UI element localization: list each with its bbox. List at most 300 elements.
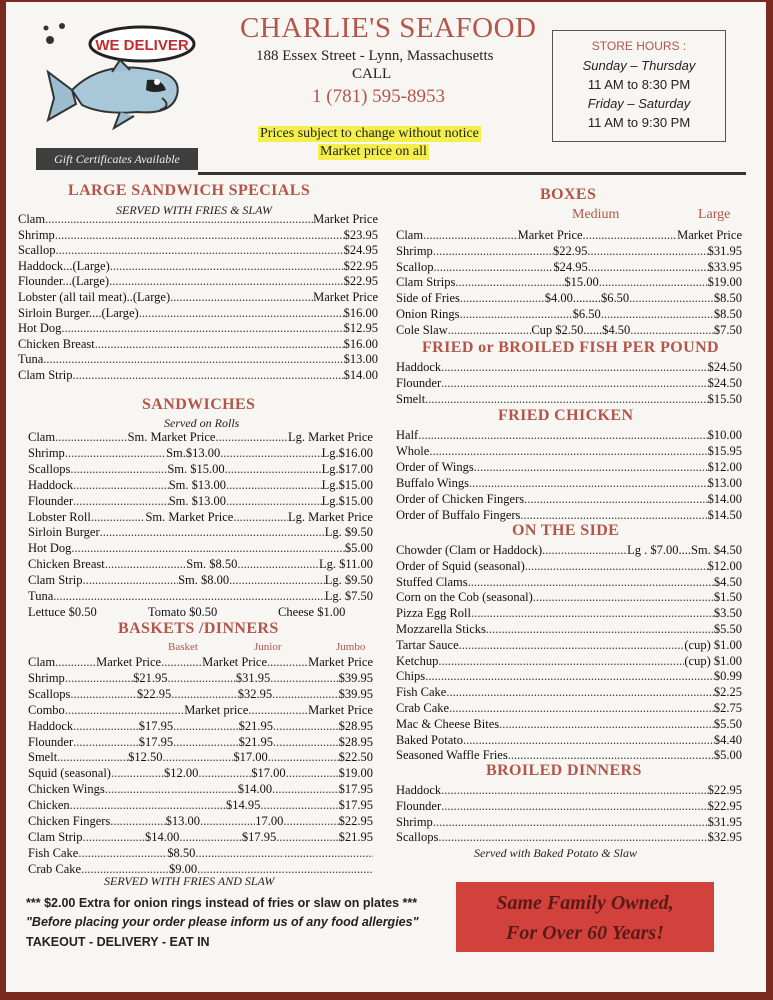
leader-dots (139, 306, 344, 322)
leader-dots (434, 260, 554, 276)
item-price: $31.95 (707, 243, 742, 258)
on-the-side-heading: ON THE SIDE (512, 522, 620, 539)
item-price: $24.50 (707, 360, 742, 374)
leader-dots (91, 510, 146, 526)
menu-item-row (28, 541, 373, 557)
item-name: Fish Cake (396, 685, 447, 700)
item-price: Lg. Market Price (287, 430, 373, 444)
item-price: $12.95 (343, 321, 378, 336)
leader-dots (53, 589, 189, 605)
large-sandwich-subtitle: SERVED WITH FRIES & SLAW (116, 203, 272, 217)
item-name: Whole (396, 444, 430, 458)
item-name: Chicken Breast (18, 336, 95, 351)
leader-dots (70, 462, 167, 478)
menu-item-row (396, 717, 742, 733)
menu-item-row (28, 525, 373, 541)
item-price: $16.00 (343, 305, 378, 320)
leader-dots (587, 244, 707, 260)
leader-dots (463, 733, 714, 749)
menu-item-row (28, 655, 373, 671)
item-name: Smelt (396, 392, 426, 406)
junior-price: Market price (184, 702, 249, 717)
leader-dots (78, 846, 167, 862)
item-name: Clam Strip (28, 573, 83, 588)
menu-item-row (396, 476, 742, 492)
leader-dots (284, 846, 373, 862)
menu-item-row (396, 260, 742, 276)
item-price: $13.00 (707, 476, 742, 490)
basket-price: $8.50 (167, 845, 196, 860)
leader-dots (109, 274, 344, 290)
item-name: Shrimp (396, 814, 433, 829)
leader-dots (533, 590, 714, 606)
leader-dots (195, 846, 284, 862)
menu-item-row (396, 590, 742, 606)
leader-dots (110, 814, 165, 830)
leader-dots (111, 766, 164, 782)
leader-dots (283, 814, 338, 830)
leader-dots (460, 291, 545, 307)
leader-dots (95, 337, 344, 353)
item-name: Stuffed Clams (396, 574, 468, 589)
item-price: $31.95 (707, 814, 742, 829)
menu-item-row (18, 306, 378, 322)
leader-dots (65, 446, 166, 462)
item-name: Shrimp (28, 670, 65, 685)
item-name: Scallop (396, 259, 434, 274)
item-small-price: $22.95 (553, 243, 588, 258)
item-name: Clam (18, 212, 46, 226)
leader-dots (418, 428, 707, 444)
item-price: $5.50 (713, 716, 742, 731)
item-price: $15.50 (707, 392, 742, 406)
leader-dots (226, 478, 322, 494)
leader-dots (583, 228, 678, 244)
item-name: Crab Cake (396, 701, 450, 715)
jumbo-price: $28.95 (338, 718, 373, 733)
jumbo-price: $21.95 (338, 829, 373, 844)
item-price: $14.00 (707, 492, 742, 506)
item-name: Clam (28, 655, 56, 669)
service-options: TAKEOUT - DELIVERY - EAT IN (26, 935, 210, 949)
leader-dots (433, 815, 708, 831)
leader-dots (629, 291, 714, 307)
leader-dots (542, 543, 627, 559)
leader-dots (599, 275, 708, 291)
leader-dots (71, 541, 208, 557)
leader-dots (449, 701, 714, 717)
menu-item-row (18, 274, 378, 290)
item-small-price: Market Price (517, 228, 583, 242)
menu-item-row (18, 243, 378, 259)
item-small-price: Sm.$13.00 (166, 445, 221, 460)
leader-dots (276, 830, 338, 846)
item-price: Lg. Market Price (287, 509, 373, 524)
leader-dots (100, 525, 213, 541)
leader-dots (161, 655, 202, 671)
item-small-price: Sm. Market Price (127, 430, 216, 444)
item-name: Order of Buffalo Fingers (396, 508, 521, 522)
leader-dots (200, 814, 255, 830)
item-name: Chowder (Clam or Haddock) (396, 543, 543, 557)
item-price: (cup) $1.00 (684, 653, 742, 668)
leader-dots (286, 766, 339, 782)
boxes-heading: BOXES (540, 186, 597, 203)
menu-item-row (28, 671, 373, 687)
item-name: Flounder (28, 734, 74, 749)
allergy-note: "Before placing your order please inform us of any food allergies" (26, 915, 419, 929)
menu-item-row (18, 228, 378, 244)
item-price: $13.00 (343, 352, 378, 367)
menu-item-row (396, 376, 742, 392)
leader-dots (455, 275, 564, 291)
leader-dots (125, 703, 185, 719)
item-name: Squid (seasonal) (28, 766, 111, 781)
item-price: $2.75 (713, 701, 742, 715)
item-name: Hot Dog (28, 541, 72, 556)
item-price: $32.95 (707, 830, 742, 845)
junior-price: Market Price (202, 655, 268, 669)
item-price: $12.00 (707, 460, 742, 474)
item-name: Cole Slaw (396, 322, 448, 337)
leader-dots (45, 212, 313, 228)
item-price: Lg.$17.00 (321, 461, 373, 476)
junior-price: $17.00 (251, 766, 286, 781)
leader-dots (272, 687, 339, 703)
market-price-notice: Market price on all (320, 144, 427, 159)
item-price: $23.95 (343, 227, 378, 242)
jumbo-price: $22.50 (338, 750, 373, 765)
junior-col-header: Junior (254, 641, 282, 653)
medium-col-header: Medium (572, 207, 620, 222)
leader-dots (73, 494, 169, 510)
item-name: Haddock (396, 783, 442, 797)
item-name: Chicken Breast (28, 557, 105, 572)
item-price: Lg.$15.00 (321, 477, 373, 492)
menu-item-row (396, 559, 742, 575)
item-small-price: Sm. $8.00 (178, 573, 230, 588)
gift-certificates-banner: Gift Certificates Available (36, 148, 198, 170)
item-small-price: $24.95 (553, 259, 588, 274)
menu-item-row (28, 494, 373, 510)
basket-price: $17.95 (138, 734, 174, 749)
leader-dots (469, 476, 708, 492)
hours-time-2: 11 AM to 9:30 PM (587, 115, 691, 130)
leader-dots (423, 228, 518, 244)
menu-item-row (28, 766, 373, 782)
fish-logo (42, 20, 202, 132)
item-name: Flounder (396, 376, 442, 390)
menu-item-row (396, 392, 742, 408)
leader-dots (171, 687, 238, 703)
item-name: Shrimp (18, 227, 55, 242)
item-price: $16.00 (343, 336, 378, 351)
item-small-price: Sm. Market Price (145, 509, 234, 524)
large-col-header: Large (698, 207, 731, 222)
item-price: Market Price (313, 212, 378, 226)
menu-item-row (396, 622, 742, 638)
baskets-heading: BASKETS /DINNERS (118, 620, 279, 637)
leader-dots (162, 750, 233, 766)
menu-item-row (18, 337, 378, 353)
leader-dots (170, 290, 313, 306)
item-price: $22.95 (707, 798, 742, 813)
basket-price: $14.00 (144, 829, 180, 844)
baskets-footer: SERVED WITH FRIES AND SLAW (104, 874, 275, 888)
item-name: Corn on the Cob (seasonal) (396, 590, 533, 605)
leader-dots (179, 830, 241, 846)
cheese-extra: Cheese $1.00 (278, 605, 346, 619)
basket-price: $13.00 (165, 814, 200, 828)
item-name: Crab Cake (28, 861, 82, 876)
leader-dots (260, 798, 338, 814)
leader-dots (471, 606, 714, 622)
jumbo-price: $28.95 (338, 734, 373, 749)
leader-dots (173, 719, 239, 735)
leader-dots (448, 323, 532, 339)
leader-dots (273, 719, 339, 735)
item-name: Hot Dog (18, 321, 62, 336)
menu-item-row (28, 750, 373, 766)
leader-dots (43, 352, 343, 368)
item-name: Order of Wings (396, 460, 474, 474)
item-price: $5.00 (713, 748, 742, 763)
item-name: Tuna (28, 589, 54, 603)
junior-price: $31.95 (235, 670, 271, 685)
junior-price: $14.95 (226, 798, 261, 813)
item-name: Chicken Wings (28, 782, 105, 797)
leader-dots (168, 671, 236, 687)
item-price: $1.50 (713, 590, 742, 605)
leader-dots (65, 703, 125, 719)
broiled-footer: Served with Baked Potato & Slaw (474, 846, 637, 860)
leader-dots (285, 862, 373, 878)
item-price: $14.00 (343, 368, 378, 382)
leader-dots (270, 671, 338, 687)
item-small-price: $6.50 (572, 307, 601, 321)
menu-item-row (396, 275, 742, 291)
logo-text: WE DELIVER (95, 37, 189, 54)
menu-item-row (28, 830, 373, 846)
phone-number: 1 (781) 595-8953 (312, 86, 445, 107)
leader-dots (73, 735, 139, 751)
price-notice: Prices subject to change without notice (260, 126, 479, 141)
leader-dots (441, 376, 707, 392)
jumbo-price: Market Price (308, 702, 373, 717)
leader-dots (474, 460, 708, 476)
basket-col-header: Basket (168, 641, 198, 653)
item-price: $22.95 (707, 783, 742, 797)
large-sandwich-heading: LARGE SANDWICH SPECIALS (68, 182, 311, 199)
address: 188 Essex Street - Lynn, Massachusetts (256, 48, 494, 64)
leader-dots (226, 494, 322, 510)
leader-dots (524, 492, 708, 508)
item-name: Haddock (28, 718, 74, 733)
item-price: Lg. $7.50 (324, 589, 373, 603)
menu-item-row (396, 492, 742, 508)
item-price: $4.40 (713, 732, 742, 747)
menu-item-row (28, 719, 373, 735)
basket-price: $17.95 (138, 718, 174, 733)
menu-item-row (28, 798, 373, 814)
menu-item-row (396, 733, 742, 749)
junior-price: $21.95 (238, 718, 274, 733)
leader-dots (73, 368, 344, 384)
hours-title: STORE HOURS : (591, 39, 687, 53)
jumbo-col-header: Jumbo (336, 641, 366, 653)
item-name: Clam Strips (396, 275, 456, 290)
junior-price: $17.95 (241, 829, 277, 844)
header-divider (198, 172, 746, 175)
sandwiches-heading: SANDWICHES (142, 396, 256, 413)
leader-dots (446, 685, 714, 701)
jumbo-price: $22.95 (338, 814, 373, 828)
item-name: Haddock (28, 477, 74, 492)
leader-dots (56, 243, 344, 259)
leader-dots (171, 782, 238, 798)
menu-item-row (28, 510, 373, 526)
item-price: Lg.$16.00 (321, 445, 373, 460)
item-price: $22.95 (343, 258, 378, 273)
jumbo-price: $17.95 (338, 798, 373, 813)
leader-dots (248, 703, 308, 719)
basket-price: Market Price (96, 655, 162, 669)
leader-dots (229, 573, 325, 589)
fried-chicken-heading: FRIED CHICKEN (498, 407, 634, 424)
item-name: Clam (28, 430, 56, 444)
basket-price: $12.50 (128, 750, 163, 765)
sandwiches-subtitle: Served on Rolls (164, 416, 240, 430)
item-name: Sirloin Burger....(Large) (18, 305, 139, 320)
store-hours-box (552, 30, 726, 142)
menu-item-row (28, 446, 373, 462)
leader-dots (70, 798, 148, 814)
leader-dots (429, 444, 707, 460)
junior-price: 17.00 (255, 814, 284, 828)
menu-item-row (28, 782, 373, 798)
item-name: Combo (28, 702, 65, 717)
leader-dots (83, 573, 179, 589)
item-name: Flounder (396, 798, 442, 813)
item-name: Seasoned Waffle Fries (396, 748, 508, 763)
lettuce-extra: Lettuce $0.50 (28, 605, 97, 619)
leader-dots (220, 446, 321, 462)
menu-item-row (18, 352, 378, 368)
item-price: Lg . $7.00....Sm. $4.50 (627, 543, 742, 557)
item-name: Mac & Cheese Bites (396, 716, 500, 731)
item-name: Chicken Fingers (28, 814, 111, 828)
item-price: Market Price (313, 290, 378, 304)
menu-item-row (28, 814, 373, 830)
item-name: Lobster (all tail meat)..(Large) (18, 290, 171, 304)
menu-item-row (396, 444, 742, 460)
call-label: CALL (352, 66, 392, 82)
leader-dots (272, 782, 339, 798)
leader-dots (173, 735, 239, 751)
leader-dots (468, 575, 714, 591)
item-name: Shrimp (396, 243, 433, 258)
leader-dots (267, 655, 308, 671)
item-price: $10.00 (707, 428, 742, 442)
jumbo-price: $19.00 (338, 766, 373, 781)
menu-item-row (18, 368, 378, 384)
item-name: Fish Cake (28, 845, 79, 860)
leader-dots (438, 830, 707, 846)
menu-item-row (396, 654, 742, 670)
item-price: $4.50 (713, 574, 742, 589)
item-name: Scallops (28, 461, 71, 476)
menu-item-row (28, 703, 373, 719)
item-price: Lg. $9.50 (324, 573, 373, 588)
item-small-price: $15.00 (564, 275, 599, 290)
item-price: $5.00 (344, 541, 373, 556)
hours-days-2: Friday – Saturday (587, 96, 691, 111)
item-small-price: Sm. $13.00 (168, 477, 227, 492)
leader-dots (499, 717, 714, 733)
leader-dots (233, 510, 288, 526)
item-name: Tartar Sauce (396, 637, 459, 652)
leader-dots (459, 638, 685, 654)
leader-dots (70, 687, 137, 703)
hours-time-1: 11 AM to 8:30 PM (587, 77, 691, 92)
menu-item-row (396, 669, 742, 685)
menu-item-row (396, 638, 742, 654)
menu-item-row (28, 462, 373, 478)
leader-dots (208, 541, 345, 557)
leader-dots (212, 525, 325, 541)
menu-item-row (396, 815, 742, 831)
hours-days-1: Sunday – Thursday (582, 58, 696, 73)
leader-dots (486, 622, 714, 638)
item-price: $24.50 (707, 376, 742, 390)
leader-dots (225, 462, 322, 478)
leader-dots (438, 654, 684, 670)
item-name: Baked Potato (396, 732, 464, 747)
leader-dots (601, 307, 714, 323)
menu-item-row (396, 360, 742, 376)
item-name: Half (396, 428, 419, 442)
menu-item-row (396, 307, 742, 323)
menu-item-row (28, 735, 373, 751)
item-small-price: Sm. $8.50 (186, 557, 238, 572)
item-name: Pizza Egg Roll (396, 606, 471, 621)
item-name: Haddock...(Large) (18, 258, 110, 273)
promo-line-1: Same Family Owned, (496, 892, 674, 914)
leader-dots (61, 321, 343, 337)
item-price: $24.95 (343, 243, 378, 258)
menu-item-row (396, 460, 742, 476)
leader-dots (268, 750, 339, 766)
menu-item-row (396, 543, 742, 559)
basket-price: $22.95 (136, 686, 172, 701)
leader-dots (83, 830, 145, 846)
basket-price: $21.95 (133, 670, 168, 685)
leader-dots (57, 750, 128, 766)
item-name: Scallops (28, 686, 71, 701)
menu-item-row (396, 244, 742, 260)
tomato-extra: Tomato $0.50 (148, 605, 218, 619)
broiled-dinners-heading: BROILED DINNERS (486, 762, 642, 779)
basket-price: $9.00 (169, 861, 198, 876)
leader-dots (110, 259, 344, 275)
item-name: Tuna (18, 352, 44, 367)
item-name: Chips (396, 669, 426, 684)
item-name: Chicken (28, 798, 70, 813)
item-price: Lg. $9.50 (324, 525, 373, 540)
menu-item-row (18, 212, 378, 228)
leader-dots (588, 260, 708, 276)
item-price: $0.99 (713, 669, 742, 684)
